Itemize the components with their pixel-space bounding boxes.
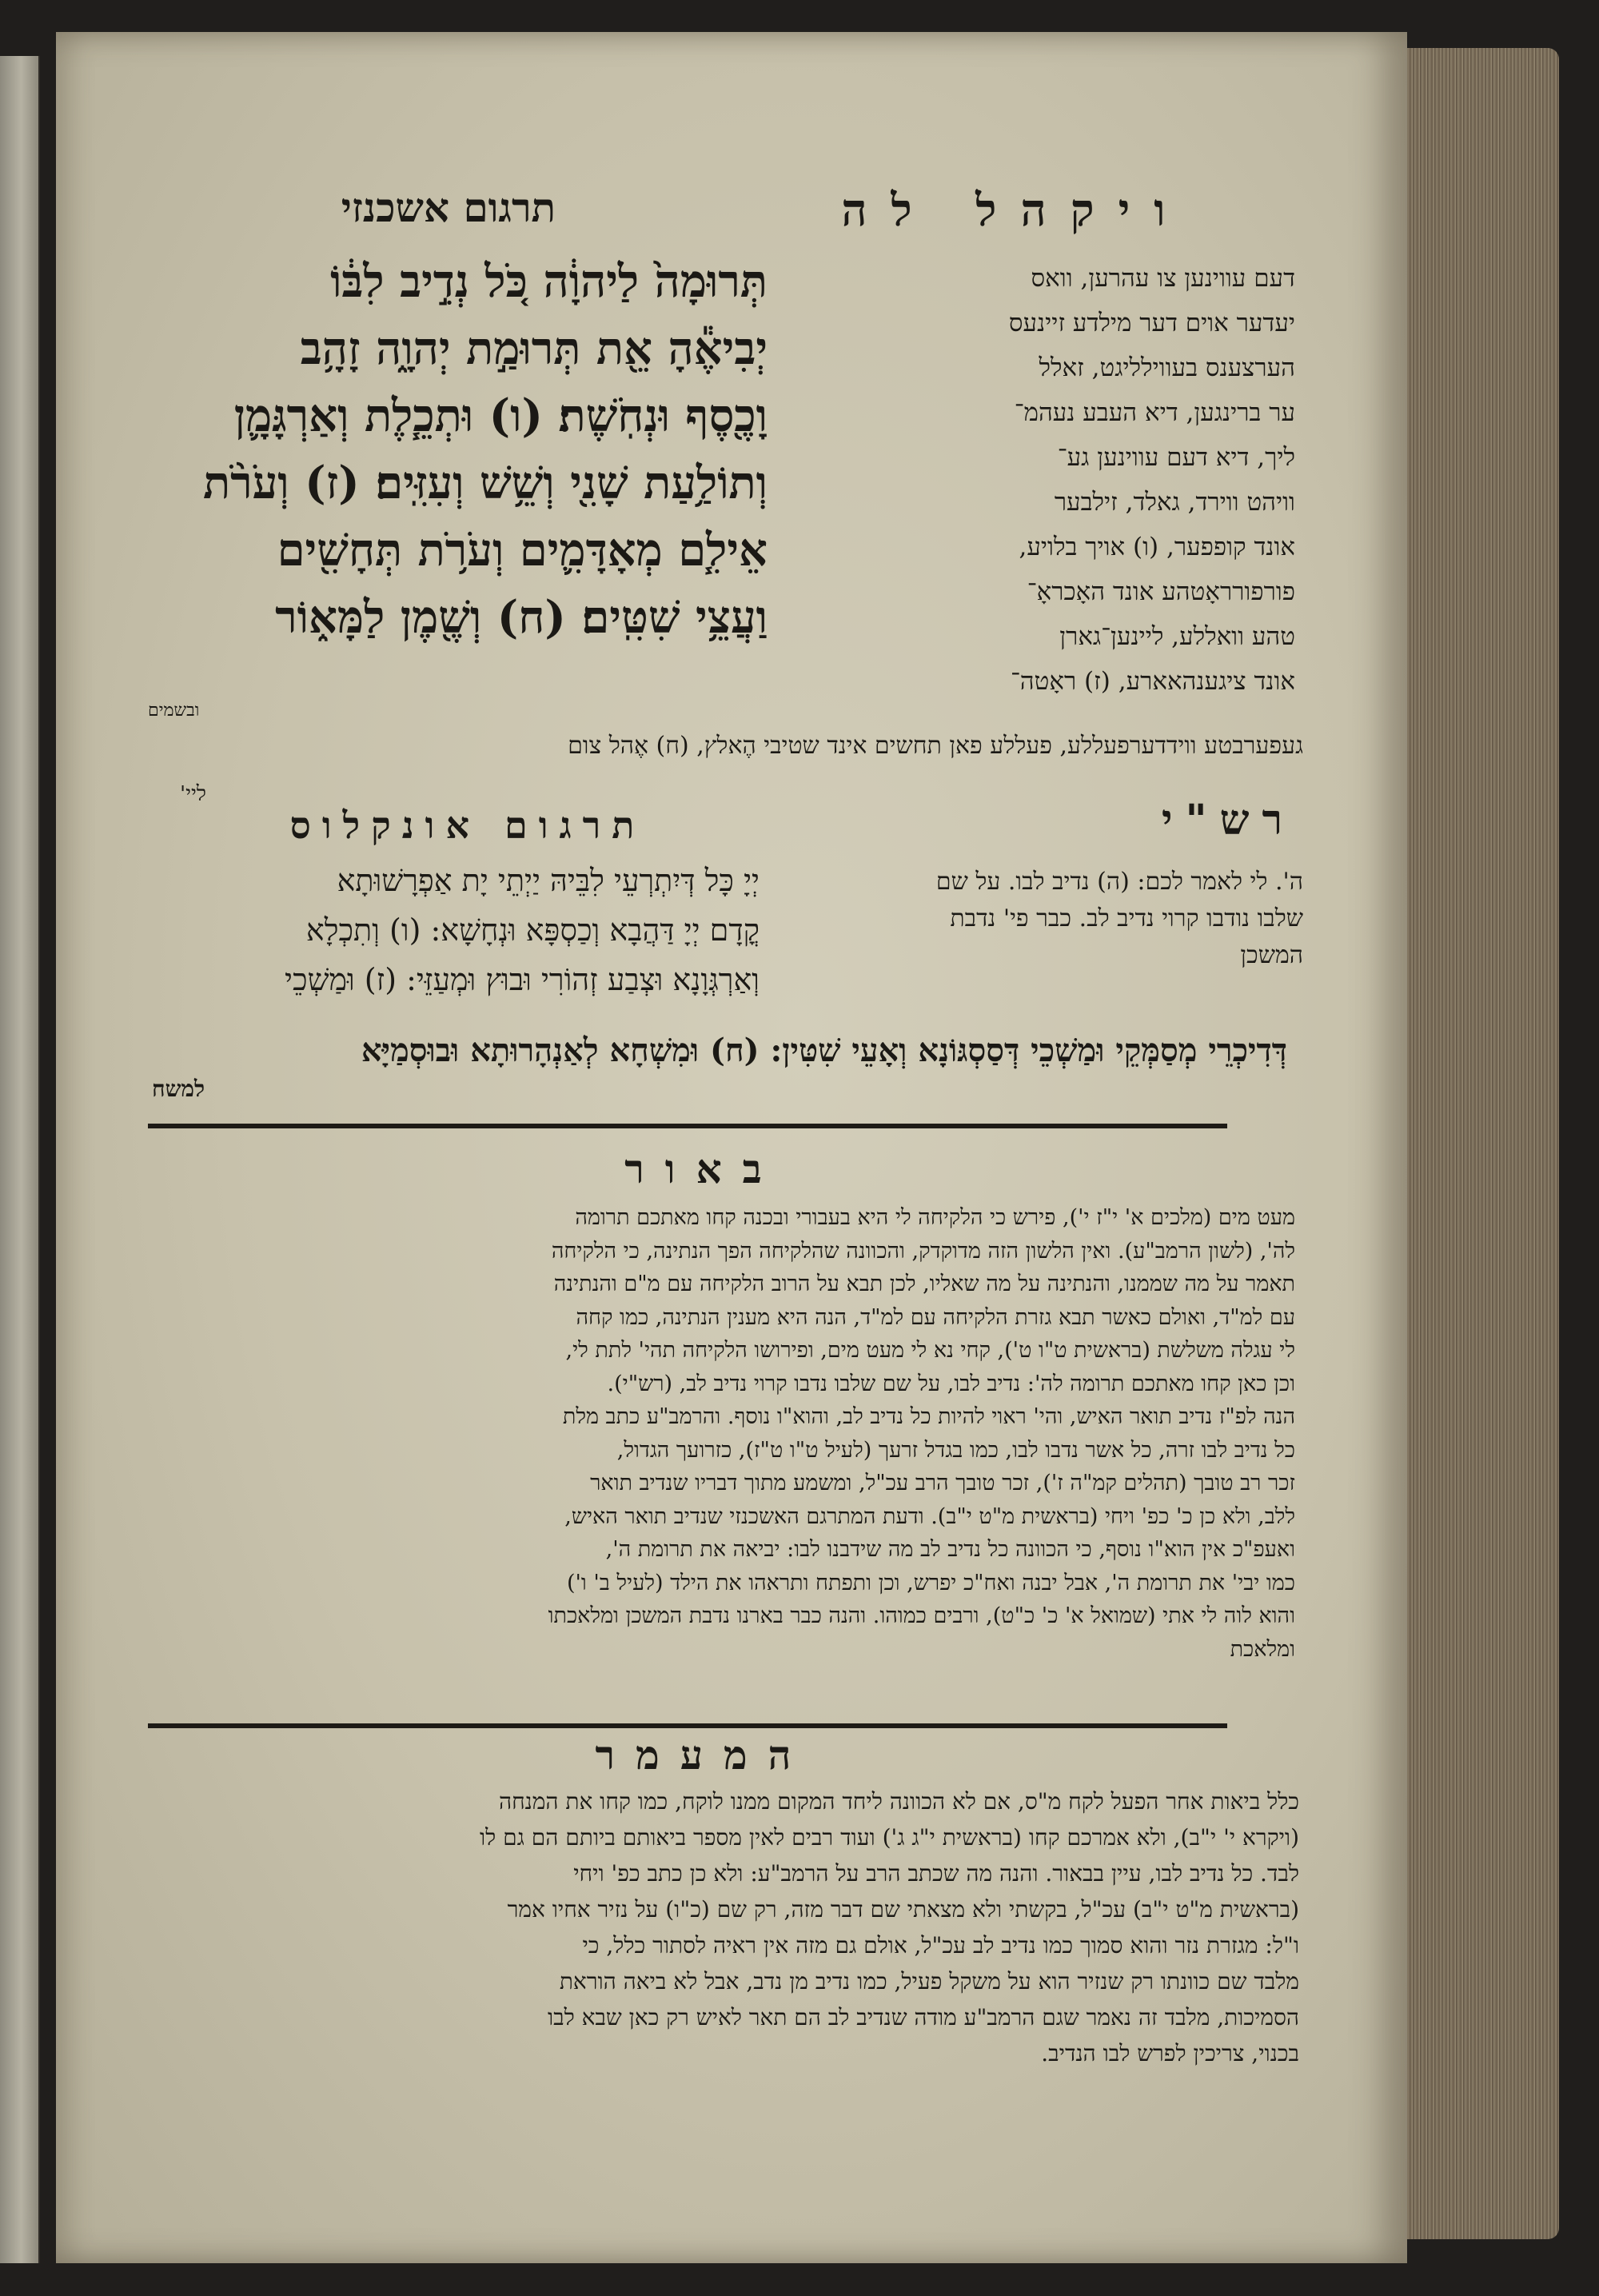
hameamer-line: בכנוי, צריכין לפרש לבו הנדיב. xyxy=(1041,2040,1299,2066)
torah-line: וָכֶ֖סֶף וּנְחֹֽשֶׁת׃ (ו) וּתְכֵ֧לֶת וְאַרְגָּמָ֛ן xyxy=(233,389,768,442)
yiddish-line: אונד קופפער, (ו) אויך בלויע, xyxy=(1019,533,1295,561)
torah-line: יְבִיאֶ֕הָ אֵ֖ת תְּרוּמַ֣ת יְהוָ֑ה זָהָ֥ב xyxy=(300,322,768,375)
yiddish-line: אונד ציגענהאארע, (ז) ראָטה־ xyxy=(1010,667,1295,696)
torah-line: וְתוֹלַ֥עַת שָׁנִ֖י וְשֵׁ֥שׁ וְעִזִּֽים׃ (ז) וְעֹרֹ֨ת xyxy=(202,457,768,509)
previous-page-edge xyxy=(0,56,40,2263)
yiddish-line: הערצענס בעווילליגט, זאלל xyxy=(1039,353,1295,382)
parsha-header: ויקהל לה xyxy=(841,184,1190,237)
biur-line: תאמר על מה שממנו, והנתינה על מה שאליו, לכן תבא על הרוב הלקיחה עם מ"ם והנתינה xyxy=(553,1272,1295,1296)
biur-line: כמו יבי' את תרומת ה', אבל יבנה ואח"כ יפרש, וכן ותפתח ותראהו את הילד (לעיל ב' ו') xyxy=(566,1570,1295,1595)
hameamer-line: הסמיכות, מלבד זה נאמר שגם הרמב"ע מודה שנדיב לב הם תאר לאיש רק כאן שבא לבו xyxy=(547,2004,1299,2030)
section-divider xyxy=(148,1723,1227,1728)
onkelos-text xyxy=(200,856,760,1004)
hameamer-line: מלבד שם כוונתו רק שנזיר הוא על משקל פעיל, כמו נדיב מן נדב, אבל לא ביאה הוראת xyxy=(559,1968,1299,1995)
yiddish-translation-block xyxy=(784,256,1295,704)
rashi-line: שלבו נודבו קרוי נדיב לב. כבר פי' נדבת xyxy=(950,904,1303,932)
hameamer-line: לבד. כל נדיב לבו, עיין בבאור. והנה מה שכתב הרב על הרמב"ע: ולא כן כתב כפ' ויחי xyxy=(573,1860,1299,1887)
yiddish-catchword: ליי' xyxy=(180,782,206,806)
torah-text-block xyxy=(136,248,768,651)
translation-header: תרגום אשכנזי xyxy=(341,184,556,231)
biur-line: וכן כאן קחו מאתכם תרומה לה': נדיב לבו, על שם שלבו נדבו קרוי נדיב לב, (רש"י). xyxy=(607,1371,1295,1396)
biur-line: ומלאכת xyxy=(1230,1636,1295,1662)
onkelos-full-line: דְּדִיכְרֵי מְסַמְּקֵי וּמַשְׁכֵי דְּסַסְגּוֹנָא וְאָעֵי שִׁטִּין: (ח) וּמִשְׁחָא לְאַנְהָרוּתָא וּבוּסְמַיָּא xyxy=(361,1032,1287,1069)
onkelos-line: וְאַרְגְּוָנָא וּצְבַע זְהוֹרִי וּבוּץ וּמְעַזֵּי: (ז) וּמַשְׁכֵי xyxy=(285,962,760,997)
biur-line: לי עגלה משלשת (בראשית ט"ו ט'), קחי נא לי מעט מים, ופירושו הלקיחה תהי' לתת לי, xyxy=(565,1338,1295,1363)
rashi-commentary xyxy=(784,864,1303,974)
hameamer-line: ו"ל: מגזרת נזר והוא סמוך כמו נדיב לב עכ"ל, אולם גם מזה אין ראיה לסתור כלל, כי xyxy=(582,1932,1299,1959)
biur-line: מעט מים (מלכים א' י"ז י'), פירש כי הלקיחה לי היא בעבורי ובכנה קחו מאתכם תרומה xyxy=(575,1205,1295,1230)
catchword-spices: ובשמים xyxy=(148,701,200,721)
book-page xyxy=(56,32,1407,2263)
book-page-edges xyxy=(1391,48,1559,2239)
biur-title: באור xyxy=(624,1145,783,1192)
yiddish-line: פורפורראָטהע אונד האָכראָ־ xyxy=(1027,577,1295,606)
section-divider xyxy=(148,1124,1227,1128)
hameamer-title: המעמר xyxy=(595,1731,812,1779)
torah-line: תְּרוּמָה֙ לַיהוָ֔ה כֹּ֚ל נְדִ֣יב לִבּ֔וֹ xyxy=(330,255,768,308)
biur-line: זכר רב טובך (תהלים קמ"ה ז'), זכר טובך הרב עכ"ל, ומשמע מתוך דבריו שנדיב תואר xyxy=(590,1471,1295,1495)
yiddish-line: ליך, דיא דעם עווינען גע־ xyxy=(1057,443,1295,472)
torah-line: אֵילִ֧ם מְאָדָּמִ֛ים וְעֹרֹ֥ת תְּחָשִׁ֖ים xyxy=(277,524,768,577)
hameamer-line: (ויקרא י' י"ב), ולא אמרכם קחו (בראשית י"ג ג') ועוד רבים לאין מספר ביאותם ביותם הם גם לו xyxy=(480,1824,1299,1851)
yiddish-line: יעדער אוים דער מילדע זיינעס xyxy=(1008,309,1295,337)
biur-line: והוא לוה לי אתי (שמואל א' כ' כ"ט), ורבים כמוהו. והנה כבר בארנו נדבת המשכן ומלאכתו xyxy=(548,1603,1295,1628)
hameamer-commentary xyxy=(144,1783,1299,2071)
yiddish-continuation-line: געפערבטע ווידדערפעללע, פעללע פאן תחשים אינד שטיבי הֶאלץ, (ח) אֶהל צום xyxy=(568,732,1303,760)
onkelos-catchword: למשח xyxy=(152,1076,205,1102)
hameamer-line: (בראשית מ"ט י"ב) עכ"ל, בקשתי ולא מצאתי שם דבר מזה, רק שם (כ"ו) על נזיר אחיו אמר xyxy=(507,1896,1299,1923)
yiddish-line: דעם עווינען צו עהרען, וואס xyxy=(1031,264,1295,293)
onkelos-line: יְיָ כָּל דְּיִתְרְעֵי לִבֵּיהּ יַיְתֵי יָת אַפְרָשׁוּתָא xyxy=(337,863,760,898)
biur-line: לה', (לשון הרמב"ע). ואין הלשון הזה מדוקדק, והכוונה שהלקיחה הפך הנתינה, כי הלקיחה xyxy=(551,1238,1295,1264)
biur-line: כל נדיב לבו זרה, כל אשר נדבו לבו, כמו בגדל זרעך (לעיל ט"ו ט"ז), כזרועך הגדול, xyxy=(616,1437,1295,1463)
biur-line: עם למ"ד, ואולם כאשר תבא גזרת הלקיחה עם למ"ד, הנה היא מענין הנתינה, כמו קחה xyxy=(576,1304,1295,1330)
biur-line: ללב, ולא כן כ' כפ' ויחי (בראשית מ"ט י"ב). ודעת המתרגם האשכנזי שנדיב תואר האיש, xyxy=(564,1503,1295,1529)
biur-line: ואעפ"כ אין הוא"ו נוסף, כי הכוונה כל נדיב לב מה שידבנו לבו: יביאה את תרומת ה', xyxy=(605,1537,1295,1562)
rashi-line: המשכן xyxy=(1240,941,1303,969)
biur-line: הנה לפ"ז נדיב תואר האיש, והי' ראוי להיות כל נדיב לב, והוא"ו נוסף. והרמב"ע כתב מלת xyxy=(562,1404,1295,1429)
yiddish-line: טהע וואללע, ליינען־גארן xyxy=(1059,622,1295,651)
hameamer-line: כלל ביאות אחר הפעל לקח מ"ס, אם לא הכוונה ליחד המקום ממנו לוקח, כמו קחו את המנחה xyxy=(499,1788,1299,1815)
yiddish-line: ער ברינגען, דיא העבע נעהמ־ xyxy=(1014,398,1295,427)
rashi-line: ה'. לי לאמר לכם: (ה) נדיב לבו. על שם xyxy=(935,868,1303,896)
rashi-title: רש"י xyxy=(1161,796,1295,845)
onkelos-line: קֳדָם יְיָ דַּהֲבָא וְכַסְפָּא וּנְחָשָׁא: (ו) וְתִכְלָא xyxy=(305,912,760,948)
yiddish-line: וויהט ווירד, גאלד, זילבער xyxy=(1054,488,1295,517)
biur-commentary xyxy=(152,1201,1295,1666)
onkelos-title: תרגום אונקלוס xyxy=(289,804,646,847)
torah-line: וַעֲצֵ֥י שִׁטִּֽים׃ (ח) וְשֶׁ֖מֶן לַמָּא֑וֹר xyxy=(275,591,768,644)
